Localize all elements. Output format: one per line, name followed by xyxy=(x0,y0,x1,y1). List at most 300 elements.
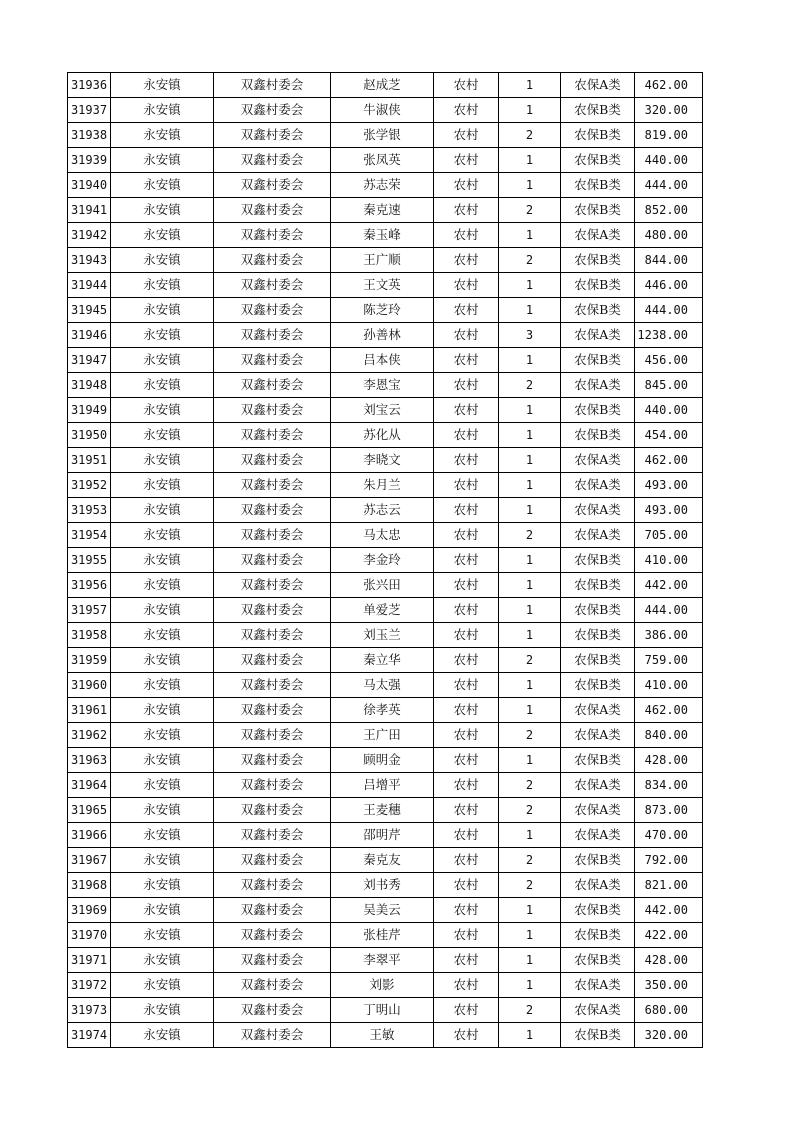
area-type-cell: 农村 xyxy=(434,673,499,698)
village-committee-cell: 双鑫村委会 xyxy=(214,298,331,323)
table-row xyxy=(68,473,703,498)
amount-cell: 320.00 xyxy=(635,1023,703,1048)
village-committee-cell: 双鑫村委会 xyxy=(214,773,331,798)
insurance-category-cell: 农保A类 xyxy=(561,698,635,723)
table-row xyxy=(68,848,703,873)
table-row xyxy=(68,698,703,723)
household-count-cell: 1 xyxy=(499,973,561,998)
insurance-category-cell: 农保B类 xyxy=(561,123,635,148)
town-cell: 永安镇 xyxy=(111,773,214,798)
household-count-cell: 2 xyxy=(499,773,561,798)
household-count-cell: 2 xyxy=(499,248,561,273)
table-row xyxy=(68,523,703,548)
table-row xyxy=(68,398,703,423)
record-id-cell: 31957 xyxy=(68,598,111,623)
record-id-cell: 31946 xyxy=(68,323,111,348)
person-name-cell: 吕增平 xyxy=(331,773,434,798)
town-cell: 永安镇 xyxy=(111,423,214,448)
amount-cell: 852.00 xyxy=(635,198,703,223)
table-row xyxy=(68,998,703,1023)
amount-cell: 470.00 xyxy=(635,823,703,848)
household-count-cell: 3 xyxy=(499,323,561,348)
town-cell: 永安镇 xyxy=(111,648,214,673)
table-row xyxy=(68,798,703,823)
person-name-cell: 徐孝英 xyxy=(331,698,434,723)
insurance-category-cell: 农保B类 xyxy=(561,623,635,648)
town-cell: 永安镇 xyxy=(111,848,214,873)
area-type-cell: 农村 xyxy=(434,423,499,448)
insurance-category-cell: 农保B类 xyxy=(561,198,635,223)
insurance-category-cell: 农保B类 xyxy=(561,598,635,623)
record-id-cell: 31965 xyxy=(68,798,111,823)
household-count-cell: 1 xyxy=(499,673,561,698)
village-committee-cell: 双鑫村委会 xyxy=(214,973,331,998)
town-cell: 永安镇 xyxy=(111,373,214,398)
table-row xyxy=(68,373,703,398)
amount-cell: 840.00 xyxy=(635,723,703,748)
amount-cell: 844.00 xyxy=(635,248,703,273)
insurance-category-cell: 农保B类 xyxy=(561,398,635,423)
person-name-cell: 苏化从 xyxy=(331,423,434,448)
area-type-cell: 农村 xyxy=(434,348,499,373)
area-type-cell: 农村 xyxy=(434,223,499,248)
village-committee-cell: 双鑫村委会 xyxy=(214,598,331,623)
village-committee-cell: 双鑫村委会 xyxy=(214,948,331,973)
area-type-cell: 农村 xyxy=(434,73,499,98)
amount-cell: 428.00 xyxy=(635,748,703,773)
person-name-cell: 秦立华 xyxy=(331,648,434,673)
insurance-category-cell: 农保B类 xyxy=(561,423,635,448)
table-row xyxy=(68,73,703,98)
insurance-category-cell: 农保B类 xyxy=(561,748,635,773)
town-cell: 永安镇 xyxy=(111,623,214,648)
record-id-cell: 31944 xyxy=(68,273,111,298)
insurance-category-cell: 农保B类 xyxy=(561,1023,635,1048)
village-committee-cell: 双鑫村委会 xyxy=(214,73,331,98)
area-type-cell: 农村 xyxy=(434,198,499,223)
town-cell: 永安镇 xyxy=(111,323,214,348)
person-name-cell: 张桂芹 xyxy=(331,923,434,948)
amount-cell: 444.00 xyxy=(635,298,703,323)
record-id-cell: 31942 xyxy=(68,223,111,248)
person-name-cell: 李翠平 xyxy=(331,948,434,973)
village-committee-cell: 双鑫村委会 xyxy=(214,898,331,923)
person-name-cell: 刘书秀 xyxy=(331,873,434,898)
town-cell: 永安镇 xyxy=(111,523,214,548)
person-name-cell: 张凤英 xyxy=(331,148,434,173)
person-name-cell: 王文英 xyxy=(331,273,434,298)
amount-cell: 821.00 xyxy=(635,873,703,898)
village-committee-cell: 双鑫村委会 xyxy=(214,1023,331,1048)
town-cell: 永安镇 xyxy=(111,173,214,198)
record-id-cell: 31945 xyxy=(68,298,111,323)
household-count-cell: 1 xyxy=(499,398,561,423)
amount-cell: 454.00 xyxy=(635,423,703,448)
person-name-cell: 秦玉峰 xyxy=(331,223,434,248)
insurance-category-cell: 农保B类 xyxy=(561,948,635,973)
town-cell: 永安镇 xyxy=(111,223,214,248)
area-type-cell: 农村 xyxy=(434,873,499,898)
household-count-cell: 1 xyxy=(499,948,561,973)
town-cell: 永安镇 xyxy=(111,148,214,173)
area-type-cell: 农村 xyxy=(434,323,499,348)
village-committee-cell: 双鑫村委会 xyxy=(214,498,331,523)
table-row xyxy=(68,123,703,148)
person-name-cell: 顾明金 xyxy=(331,748,434,773)
village-committee-cell: 双鑫村委会 xyxy=(214,548,331,573)
household-count-cell: 1 xyxy=(499,573,561,598)
insurance-category-cell: 农保B类 xyxy=(561,98,635,123)
household-count-cell: 2 xyxy=(499,848,561,873)
amount-cell: 493.00 xyxy=(635,473,703,498)
amount-cell: 456.00 xyxy=(635,348,703,373)
person-name-cell: 刘影 xyxy=(331,973,434,998)
record-id-cell: 31951 xyxy=(68,448,111,473)
area-type-cell: 农村 xyxy=(434,748,499,773)
area-type-cell: 农村 xyxy=(434,823,499,848)
village-committee-cell: 双鑫村委会 xyxy=(214,123,331,148)
village-committee-cell: 双鑫村委会 xyxy=(214,673,331,698)
household-count-cell: 2 xyxy=(499,123,561,148)
table-row xyxy=(68,823,703,848)
person-name-cell: 苏志荣 xyxy=(331,173,434,198)
town-cell: 永安镇 xyxy=(111,273,214,298)
village-committee-cell: 双鑫村委会 xyxy=(214,848,331,873)
table-row xyxy=(68,273,703,298)
household-count-cell: 1 xyxy=(499,623,561,648)
person-name-cell: 吴美云 xyxy=(331,898,434,923)
amount-cell: 386.00 xyxy=(635,623,703,648)
amount-cell: 410.00 xyxy=(635,673,703,698)
household-count-cell: 1 xyxy=(499,698,561,723)
table-row xyxy=(68,98,703,123)
amount-cell: 1238.00 xyxy=(635,323,703,348)
village-committee-cell: 双鑫村委会 xyxy=(214,523,331,548)
village-committee-cell: 双鑫村委会 xyxy=(214,348,331,373)
table-row xyxy=(68,623,703,648)
amount-cell: 792.00 xyxy=(635,848,703,873)
insurance-category-cell: 农保A类 xyxy=(561,823,635,848)
table-body xyxy=(68,73,703,1048)
amount-cell: 440.00 xyxy=(635,398,703,423)
town-cell: 永安镇 xyxy=(111,673,214,698)
household-count-cell: 2 xyxy=(499,198,561,223)
amount-cell: 834.00 xyxy=(635,773,703,798)
area-type-cell: 农村 xyxy=(434,923,499,948)
village-committee-cell: 双鑫村委会 xyxy=(214,998,331,1023)
area-type-cell: 农村 xyxy=(434,773,499,798)
insurance-category-cell: 农保B类 xyxy=(561,273,635,298)
amount-cell: 759.00 xyxy=(635,648,703,673)
town-cell: 永安镇 xyxy=(111,573,214,598)
person-name-cell: 李恩宝 xyxy=(331,373,434,398)
amount-cell: 444.00 xyxy=(635,598,703,623)
person-name-cell: 刘宝云 xyxy=(331,398,434,423)
town-cell: 永安镇 xyxy=(111,298,214,323)
record-id-cell: 31952 xyxy=(68,473,111,498)
area-type-cell: 农村 xyxy=(434,523,499,548)
record-id-cell: 31955 xyxy=(68,548,111,573)
household-count-cell: 1 xyxy=(499,548,561,573)
household-count-cell: 1 xyxy=(499,598,561,623)
amount-cell: 350.00 xyxy=(635,973,703,998)
record-id-cell: 31940 xyxy=(68,173,111,198)
record-id-cell: 31947 xyxy=(68,348,111,373)
table-row xyxy=(68,548,703,573)
village-committee-cell: 双鑫村委会 xyxy=(214,823,331,848)
table-row xyxy=(68,248,703,273)
area-type-cell: 农村 xyxy=(434,898,499,923)
record-id-cell: 31963 xyxy=(68,748,111,773)
insurance-category-cell: 农保B类 xyxy=(561,548,635,573)
town-cell: 永安镇 xyxy=(111,798,214,823)
area-type-cell: 农村 xyxy=(434,648,499,673)
town-cell: 永安镇 xyxy=(111,498,214,523)
record-id-cell: 31939 xyxy=(68,148,111,173)
insurance-category-cell: 农保A类 xyxy=(561,773,635,798)
table-row xyxy=(68,448,703,473)
table-row xyxy=(68,298,703,323)
table-row xyxy=(68,423,703,448)
table-row xyxy=(68,173,703,198)
village-committee-cell: 双鑫村委会 xyxy=(214,648,331,673)
village-committee-cell: 双鑫村委会 xyxy=(214,323,331,348)
town-cell: 永安镇 xyxy=(111,548,214,573)
person-name-cell: 王麦穗 xyxy=(331,798,434,823)
area-type-cell: 农村 xyxy=(434,298,499,323)
town-cell: 永安镇 xyxy=(111,898,214,923)
area-type-cell: 农村 xyxy=(434,848,499,873)
amount-cell: 410.00 xyxy=(635,548,703,573)
village-committee-cell: 双鑫村委会 xyxy=(214,873,331,898)
area-type-cell: 农村 xyxy=(434,698,499,723)
amount-cell: 442.00 xyxy=(635,573,703,598)
record-id-cell: 31941 xyxy=(68,198,111,223)
amount-cell: 819.00 xyxy=(635,123,703,148)
village-committee-cell: 双鑫村委会 xyxy=(214,198,331,223)
area-type-cell: 农村 xyxy=(434,473,499,498)
record-id-cell: 31962 xyxy=(68,723,111,748)
amount-cell: 462.00 xyxy=(635,73,703,98)
household-count-cell: 1 xyxy=(499,173,561,198)
insurance-category-cell: 农保A类 xyxy=(561,473,635,498)
insurance-category-cell: 农保A类 xyxy=(561,73,635,98)
town-cell: 永安镇 xyxy=(111,448,214,473)
town-cell: 永安镇 xyxy=(111,748,214,773)
person-name-cell: 邵明芹 xyxy=(331,823,434,848)
table-row xyxy=(68,923,703,948)
household-count-cell: 1 xyxy=(499,823,561,848)
person-name-cell: 丁明山 xyxy=(331,998,434,1023)
person-name-cell: 朱月兰 xyxy=(331,473,434,498)
record-id-cell: 31936 xyxy=(68,73,111,98)
person-name-cell: 李晓文 xyxy=(331,448,434,473)
table-row xyxy=(68,348,703,373)
town-cell: 永安镇 xyxy=(111,73,214,98)
area-type-cell: 农村 xyxy=(434,373,499,398)
town-cell: 永安镇 xyxy=(111,398,214,423)
person-name-cell: 张兴田 xyxy=(331,573,434,598)
area-type-cell: 农村 xyxy=(434,798,499,823)
person-name-cell: 马太忠 xyxy=(331,523,434,548)
town-cell: 永安镇 xyxy=(111,248,214,273)
person-name-cell: 马太强 xyxy=(331,673,434,698)
insurance-category-cell: 农保A类 xyxy=(561,373,635,398)
area-type-cell: 农村 xyxy=(434,723,499,748)
area-type-cell: 农村 xyxy=(434,448,499,473)
table-row xyxy=(68,148,703,173)
insurance-category-cell: 农保A类 xyxy=(561,998,635,1023)
record-id-cell: 31973 xyxy=(68,998,111,1023)
village-committee-cell: 双鑫村委会 xyxy=(214,173,331,198)
area-type-cell: 农村 xyxy=(434,398,499,423)
area-type-cell: 农村 xyxy=(434,123,499,148)
amount-cell: 444.00 xyxy=(635,173,703,198)
household-count-cell: 1 xyxy=(499,273,561,298)
household-count-cell: 1 xyxy=(499,148,561,173)
village-committee-cell: 双鑫村委会 xyxy=(214,573,331,598)
insurance-category-cell: 农保B类 xyxy=(561,148,635,173)
household-count-cell: 1 xyxy=(499,473,561,498)
person-name-cell: 刘玉兰 xyxy=(331,623,434,648)
household-count-cell: 1 xyxy=(499,1023,561,1048)
table-row xyxy=(68,323,703,348)
household-count-cell: 1 xyxy=(499,498,561,523)
table-row xyxy=(68,773,703,798)
town-cell: 永安镇 xyxy=(111,698,214,723)
insurance-category-cell: 农保A类 xyxy=(561,523,635,548)
amount-cell: 873.00 xyxy=(635,798,703,823)
village-committee-cell: 双鑫村委会 xyxy=(214,798,331,823)
record-id-cell: 31970 xyxy=(68,923,111,948)
record-id-cell: 31959 xyxy=(68,648,111,673)
household-count-cell: 1 xyxy=(499,98,561,123)
table-row xyxy=(68,898,703,923)
area-type-cell: 农村 xyxy=(434,623,499,648)
insurance-category-cell: 农保B类 xyxy=(561,173,635,198)
area-type-cell: 农村 xyxy=(434,248,499,273)
amount-cell: 462.00 xyxy=(635,698,703,723)
amount-cell: 428.00 xyxy=(635,948,703,973)
amount-cell: 422.00 xyxy=(635,923,703,948)
village-committee-cell: 双鑫村委会 xyxy=(214,723,331,748)
person-name-cell: 单爱芝 xyxy=(331,598,434,623)
insurance-category-cell: 农保B类 xyxy=(561,298,635,323)
insurance-category-cell: 农保B类 xyxy=(561,348,635,373)
insurance-category-cell: 农保A类 xyxy=(561,973,635,998)
insurance-category-cell: 农保A类 xyxy=(561,223,635,248)
area-type-cell: 农村 xyxy=(434,598,499,623)
village-committee-cell: 双鑫村委会 xyxy=(214,248,331,273)
area-type-cell: 农村 xyxy=(434,98,499,123)
town-cell: 永安镇 xyxy=(111,98,214,123)
person-name-cell: 吕本侠 xyxy=(331,348,434,373)
household-count-cell: 1 xyxy=(499,223,561,248)
village-committee-cell: 双鑫村委会 xyxy=(214,473,331,498)
insurance-category-cell: 农保A类 xyxy=(561,873,635,898)
town-cell: 永安镇 xyxy=(111,973,214,998)
record-id-cell: 31949 xyxy=(68,398,111,423)
village-committee-cell: 双鑫村委会 xyxy=(214,698,331,723)
record-id-cell: 31961 xyxy=(68,698,111,723)
person-name-cell: 王广顺 xyxy=(331,248,434,273)
record-id-cell: 31948 xyxy=(68,373,111,398)
household-count-cell: 1 xyxy=(499,748,561,773)
village-committee-cell: 双鑫村委会 xyxy=(214,223,331,248)
table-row xyxy=(68,223,703,248)
person-name-cell: 王敏 xyxy=(331,1023,434,1048)
amount-cell: 480.00 xyxy=(635,223,703,248)
table-row xyxy=(68,723,703,748)
town-cell: 永安镇 xyxy=(111,873,214,898)
town-cell: 永安镇 xyxy=(111,998,214,1023)
table-row xyxy=(68,598,703,623)
amount-cell: 705.00 xyxy=(635,523,703,548)
table-row xyxy=(68,498,703,523)
village-committee-cell: 双鑫村委会 xyxy=(214,98,331,123)
record-id-cell: 31966 xyxy=(68,823,111,848)
record-id-cell: 31943 xyxy=(68,248,111,273)
household-count-cell: 1 xyxy=(499,448,561,473)
area-type-cell: 农村 xyxy=(434,148,499,173)
person-name-cell: 李金玲 xyxy=(331,548,434,573)
area-type-cell: 农村 xyxy=(434,498,499,523)
town-cell: 永安镇 xyxy=(111,823,214,848)
person-name-cell: 陈芝玲 xyxy=(331,298,434,323)
village-committee-cell: 双鑫村委会 xyxy=(214,373,331,398)
household-count-cell: 2 xyxy=(499,523,561,548)
town-cell: 永安镇 xyxy=(111,198,214,223)
record-id-cell: 31937 xyxy=(68,98,111,123)
village-committee-cell: 双鑫村委会 xyxy=(214,748,331,773)
household-count-cell: 1 xyxy=(499,73,561,98)
person-name-cell: 牛淑侠 xyxy=(331,98,434,123)
insurance-category-cell: 农保B类 xyxy=(561,648,635,673)
record-id-cell: 31954 xyxy=(68,523,111,548)
town-cell: 永安镇 xyxy=(111,473,214,498)
record-id-cell: 31958 xyxy=(68,623,111,648)
person-name-cell: 苏志云 xyxy=(331,498,434,523)
household-count-cell: 1 xyxy=(499,898,561,923)
table-row xyxy=(68,973,703,998)
insurance-category-cell: 农保A类 xyxy=(561,723,635,748)
table-row xyxy=(68,948,703,973)
person-name-cell: 王广田 xyxy=(331,723,434,748)
amount-cell: 320.00 xyxy=(635,98,703,123)
amount-cell: 462.00 xyxy=(635,448,703,473)
insurance-category-cell: 农保B类 xyxy=(561,898,635,923)
insurance-category-cell: 农保B类 xyxy=(561,923,635,948)
person-name-cell: 秦克友 xyxy=(331,848,434,873)
record-id-cell: 31967 xyxy=(68,848,111,873)
village-committee-cell: 双鑫村委会 xyxy=(214,923,331,948)
person-name-cell: 秦克速 xyxy=(331,198,434,223)
household-count-cell: 2 xyxy=(499,998,561,1023)
household-count-cell: 2 xyxy=(499,648,561,673)
area-type-cell: 农村 xyxy=(434,948,499,973)
table-row xyxy=(68,873,703,898)
village-committee-cell: 双鑫村委会 xyxy=(214,423,331,448)
record-id-cell: 31964 xyxy=(68,773,111,798)
area-type-cell: 农村 xyxy=(434,1023,499,1048)
village-committee-cell: 双鑫村委会 xyxy=(214,273,331,298)
insurance-category-cell: 农保A类 xyxy=(561,798,635,823)
village-committee-cell: 双鑫村委会 xyxy=(214,398,331,423)
insurance-category-cell: 农保B类 xyxy=(561,848,635,873)
village-committee-cell: 双鑫村委会 xyxy=(214,148,331,173)
area-type-cell: 农村 xyxy=(434,548,499,573)
record-id-cell: 31974 xyxy=(68,1023,111,1048)
